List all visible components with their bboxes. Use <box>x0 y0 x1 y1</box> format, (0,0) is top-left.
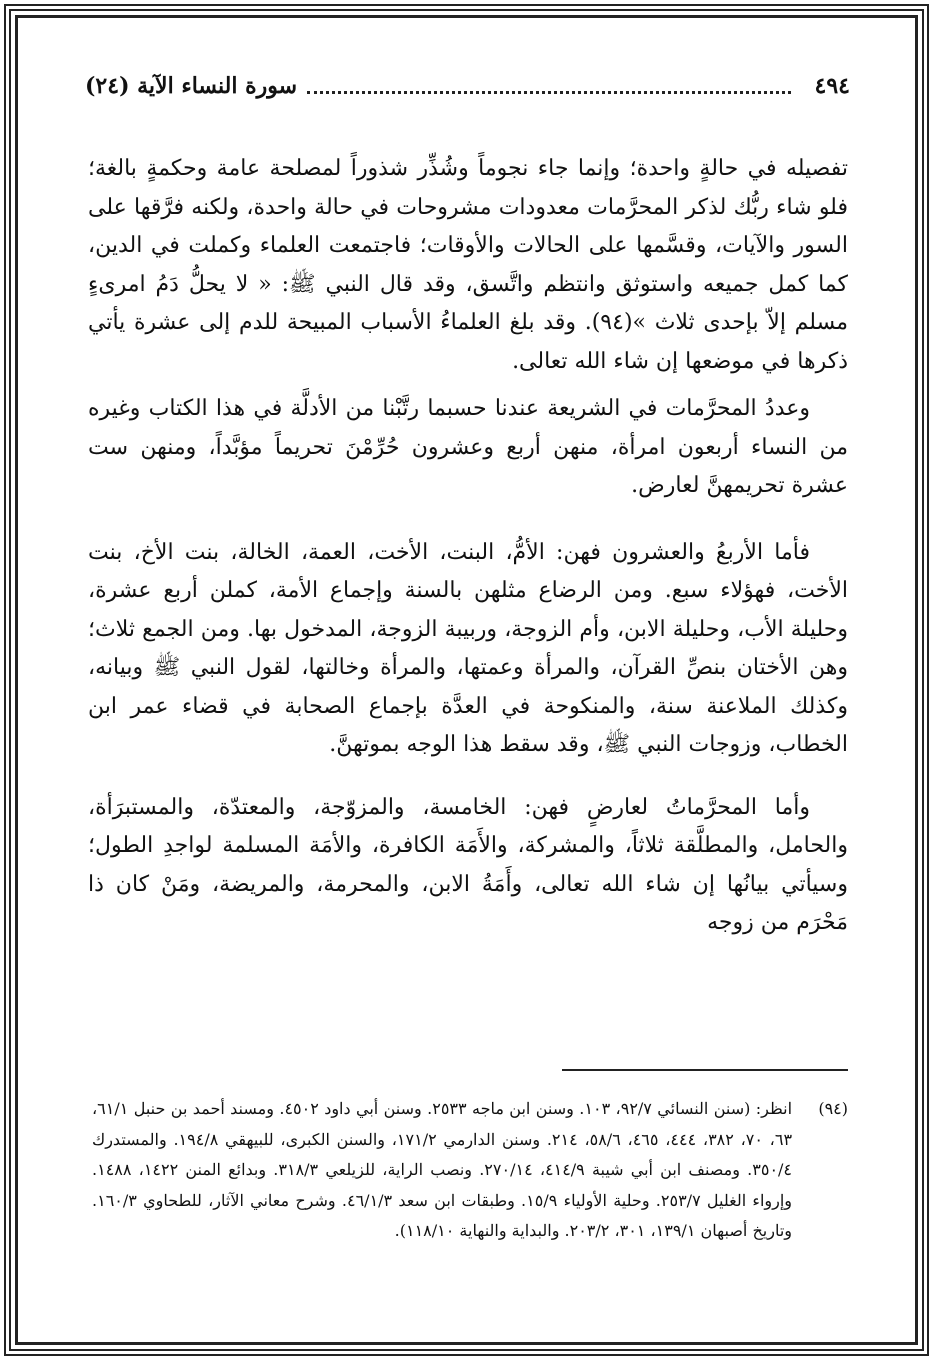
paragraph-3: فأما الأربعُ والعشرون فهن: الأمُّ، البنت، الأخت، العمة، الخالة، بنت الأخ، بنت الأخت، فهؤلاء سبع. ومن الرضاع مثلهن بالسنة وإجماع الأمة، كملن أربع عشرة، وحليلة الأب، وحليلة الابن، وأم الزوجة، وربيبة الزوجة، المدخول بها. ومن الجمع ثلاث؛ وهن الأختان بنصِّ القرآن، والمرأة وعمتها، والمرأة وخالتها، لقول النبي ﷺ وبيانه، وكذلك الملاعنة سنة، والمنكوحة في العدَّة بإجماع الصحابة في قضاء عمر ابن الخطاب، وزوجات النبي ﷺ، وقد سقط هذا الوجه بموتهنَّ. <box>88 539 848 757</box>
paragraph-4: وأما المحرَّماتُ لعارضٍ فهن: الخامسة، والمزوّجة، والمعتدّة، والمستبرَأة، والحامل، والمطلَّقة ثلاثاً، والمشركة، والأَمَة الكافرة، والأمَة المسلمة لواجدِ الطول؛ وسيأتي بيانُها إن شاء الله تعالى، وأَمَةُ الابن، والمحرمة، والمريضة، ومَنْ كان ذا مَحْرَم من زوجه <box>88 794 848 935</box>
paragraph-1: تفصيله في حالةٍ واحدة؛ وإنما جاء نجوماً وشُذِّر شذوراً لمصلحة عامة وحكمةٍ بالغة؛ فلو شاء ربُّك لذكر المحرَّمات معدودات مشروحات في حالة واحدة، ولكنه فرَّقها على السور والآيات، وقسَّمها على الحالات والأوقات؛ فاجتمعت العلماء وكملت في الدين، كما كمل جميعه واستوثق وانتظم واتَّسق، وقد قال النبي ﷺ: « لا يحلُّ دَمُ امرىءٍ مسلم إلاّ بإحدى ثلاث »(٩٤). وقد بلغ العلماءُ الأسباب المبيحة للدم إلى عشرة يأتي ذكرها في موضعها إن شاء الله تعالى. <box>88 156 849 374</box>
running-title: سورة النساء الآية (٢٤) <box>85 73 298 99</box>
paragraph-2: وعددُ المحرَّمات في الشريعة عندنا حسبما رتَّبْنا من الأدلَّة في هذا الكتاب وغيره من النساء أربعون امرأة، منهن أربع وعشرون حُرِّمْنَ تحريماً مؤبَّداً، ومنهن ست عشرة تحريمهنَّ لعارض. <box>88 396 848 498</box>
header-dot-leader <box>307 91 790 94</box>
footnotes <box>92 1094 848 1247</box>
footnote-number: (٩٤) <box>818 1099 848 1118</box>
page-number: ٤٩٤ <box>814 73 850 99</box>
footnote-text: انظر: (سنن النسائي ٩٢/٧، ١٠٣. وسنن ابن ماجه ٢٥٣٣. وسنن أبي داود ٤٥٠٢. ومسند أحمد بن حنبل ٦١/١، ٦٣، ٧٠، ٣٨٢، ٤٤٤، ٤٦٥، ٥٨/٦، ٢١٤. وسنن الدارمي ١٧١/٢، والسنن الكبرى، للبيهقي ١٩٤/٨. والمستدرك ٣٥٠/٤. ومصنف ابن أبي شيبة ٤١٤/٩، ٢٧٠/١٤. ونصب الراية، للزيلعي ٣١٨/٣. وبدائع المنن ١٤٢٢، ١٤٨٨. وإرواء الغليل ٢٥٣/٧. وحلية الأولياء ١٥/٩. وطبقات ابن سعد ٤٦/١/٣. وشرح معاني الآثار، للطحاوي ١٦٠/٣. وتاريخ أصبهان ١٣٩/١، ٣٠١، ٢٠٣/٢. والبداية والنهاية ١١٨/١٠). <box>92 1099 793 1240</box>
main-text <box>88 150 848 943</box>
running-header <box>85 70 850 102</box>
footnote-separator <box>562 1069 848 1071</box>
